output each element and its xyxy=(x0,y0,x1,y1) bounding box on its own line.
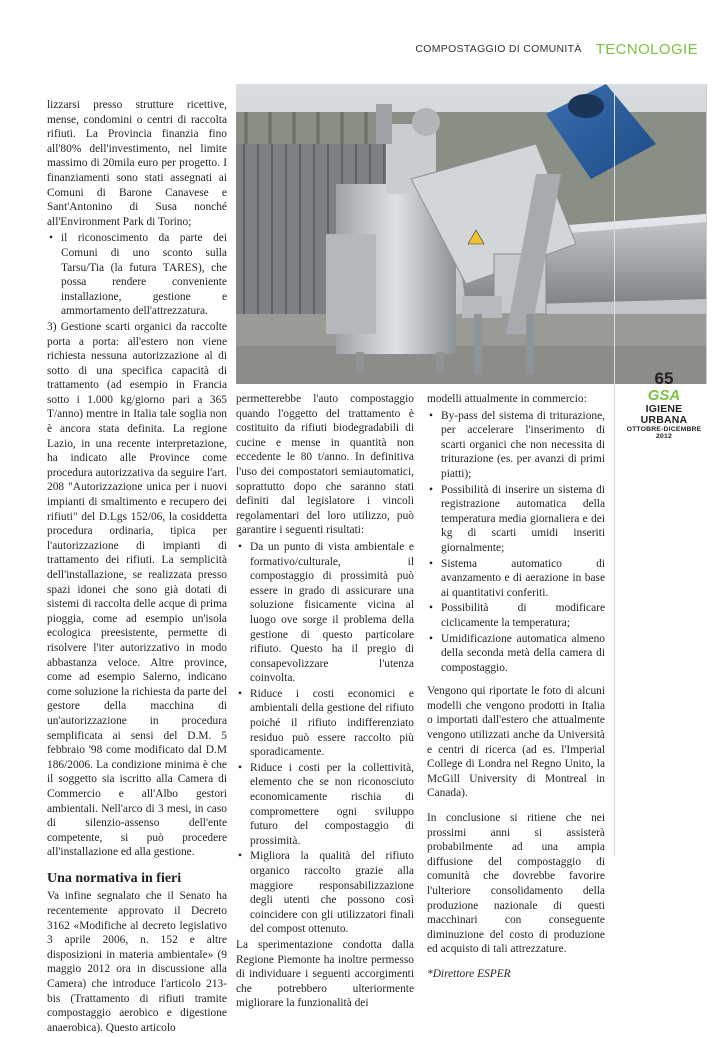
page-footer-badge xyxy=(626,370,702,441)
paragraph: Va infine segnalato che il Senato ha recentemente approvato il Decreto 3162 «Modifiche al decreto legislativo 3 aprile 2006, n. 152 e altre disposizioni in materia ambientale» (9 maggio 2012 ora in discussione alla Camera) che introduce l'articolo 213-bis (Trattamento di rifiuti tramite compostaggio aerobico e digestione anaerobica). Questo articolo xyxy=(47,890,227,1034)
column-divider xyxy=(614,86,615,856)
list-item: • Possibilità di inserire un sistema di registrazione automatica della temperatura media giornaliera e dei kg di scarti umidi inseriti giornalmente; xyxy=(427,483,605,556)
bullet-list xyxy=(47,231,227,319)
list-item: • Da un punto di vista ambientale e formativo/culturale, il compostaggio di prossimità può essere in grado di assicurare una soluzione fisicamente vicina al luogo ove sorge il problema della gestione di questo particolare rifiuto. Questo ha il pregio di consapevolizzare l'utenza coinvolta. xyxy=(236,540,414,686)
section-title: COMPOSTAGGIO DI COMUNITÀ xyxy=(415,43,582,55)
paragraph: La sperimentazione condotta dalla Regione Piemonte ha inoltre permesso di individuare i seguenti accorgimenti che potrebbero ulteriormente migliorare la funzionalità dei xyxy=(236,938,414,1010)
category-title: TECNOLOGIE xyxy=(595,40,698,58)
issue-date: OTTOBRE-DICEMBRE 2012 xyxy=(626,426,702,440)
paragraph: In conclusione si ritiene che nei prossimi anni si assisterà probabilmente ad una ampia diffusione del compostaggio di comunità che dovrebbe favorire l'ulteriore consolidamento della produzione nazionale di questi macchinari con conseguente diminuzione del costo di produzione ed acquisto di tali attrezzature. xyxy=(427,812,605,956)
section-subheading: Una normativa in fieri xyxy=(47,870,182,886)
article-column-3 xyxy=(427,392,605,982)
list-item: • Riduce i costi economici e ambientali della gestione del rifiuto poiché il rifiuto indifferenziato residuo può essere raccolto più sporadicamente. xyxy=(236,687,414,760)
bullet-list xyxy=(236,540,414,937)
list-item: • Migliora la qualità del rifiuto organico raccolto grazie alla maggiore responsabilizzazione degli utenti che possono così coincidere con gli utilizzatori finali del compost ottenuto. xyxy=(236,849,414,937)
magazine-name: IGIENE URBANA xyxy=(640,403,688,426)
list-item: • Riduce i costi per la collettività, elemento che se non riconosciuto economicamente rischia di compromettere ogni sviluppo futuro del compostaggio di prossimità. xyxy=(236,761,414,849)
paragraph: Vengono qui riportate le foto di alcuni modelli che vengono prodotti in Italia o importati dall'estero che attualmente vengono utilizzati anche da Università e centri di ricerca (ad es. l'Imperial College di Londra nel Regno Unito, la McGill University di Montreal in Canada). xyxy=(427,685,605,800)
bullet-list xyxy=(427,409,605,676)
list-item: • Sistema automatico di avanzamento e di aerazione in base ai quantitativi conferiti. xyxy=(427,557,605,601)
page-header xyxy=(380,38,698,60)
list-item: • Umidificazione automatica almeno della seconda metà della camera di compostaggio. xyxy=(427,632,605,676)
paragraph: modelli attualmente in commercio: xyxy=(427,393,587,405)
page-number: 65 xyxy=(654,369,674,388)
magazine-logo: GSA xyxy=(647,387,681,404)
paragraph: lizzarsi presso strutture ricettive, mense, condomini o centri di raccolta rifiuti. La Provincia finanzia fino all'80% dell'investimento, nel limite massimo di 20mila euro per progetto. I finanziamenti sono stati assegnati ai Comuni di Barone Canavese e Sant'Antonino di Susa nonché all'Environment Park di Torino; xyxy=(47,99,227,228)
article-column-1 xyxy=(47,98,227,1037)
list-item: • By-pass del sistema di triturazione, per accelerare l'inserimento di scarti organici che non necessita di triturazione (es. per avanzi di primi piatti); xyxy=(427,409,605,482)
paragraph: permetterebbe l'auto compostaggio quando l'oggetto del trattamento è costituito da rifiuti biodegradabili di cucine e mense in quantità non eccedente le 80 t/anno. In definitiva l'uso dei compostatori semiautomatici, soprattutto dopo che saranno stati definiti dal legislatore i vincoli regolamentari del loro utilizzo, può garantire i seguenti risultati: xyxy=(236,393,414,537)
article-column-2 xyxy=(236,392,414,1013)
composting-machine-photo xyxy=(236,84,707,384)
list-item: • Possibilità di modificare ciclicamente la temperatura; xyxy=(427,601,605,630)
author-signature: *Direttore ESPER xyxy=(427,967,511,980)
list-item: • il riconoscimento da parte dei Comuni di uno sconto sulla Tarsu/Tia (la futura TARES), che possa rendere conveniente installazione, gestione e ammortamento dell'attrezzatura. xyxy=(47,231,227,319)
paragraph: 3) Gestione scarti organici da raccolte porta a porta: all'estero non viene richiesta nessuna autorizzazione al di sotto di una specifica capacità di trattamento (ad esempio in Francia sotto i 1.000 kg/giorno pari a 365 T/anno) mentre in Italia tale soglia non è ancora stata definita. La regione Lazio, in una recente interpretazione, ha indicato alle Province come procedura autorizzativa da seguire l'art. 208 "Autorizzazione unica per i nuovi impianti di smaltimento e recupero dei rifiuti" del D.Lgs 152/06, la cosiddetta procedura ordinaria, tipica per l'autorizzazione di impianti di trattamento dei rifiuti. La semplicità dell'installazione, se realizzata presso spazi idonei che sono già dotati di sistemi di raccolta delle acque di prima pioggia, come ad esempio un'isola ecologica preesistente, permette di risolvere l'iter autorizzativo in modo abbastanza veloce. Altre province, come ad esempio Salerno, indicano come soluzione la richiesta da parte del gestore della macchina di un'autorizzazione in procedura semplificata ai sensi del D.M. 5 febbraio '98 come modificato dal D.M 186/2006. La condizione minima è che il soggetto sia iscritto alla Camera di Commercio e all'Albo gestori ambientali. Nell'arco di 3 mesi, in caso di silenzio-assenso dell'ente competente, si può procedere all'installazione ed alla gestione. xyxy=(47,320,227,859)
